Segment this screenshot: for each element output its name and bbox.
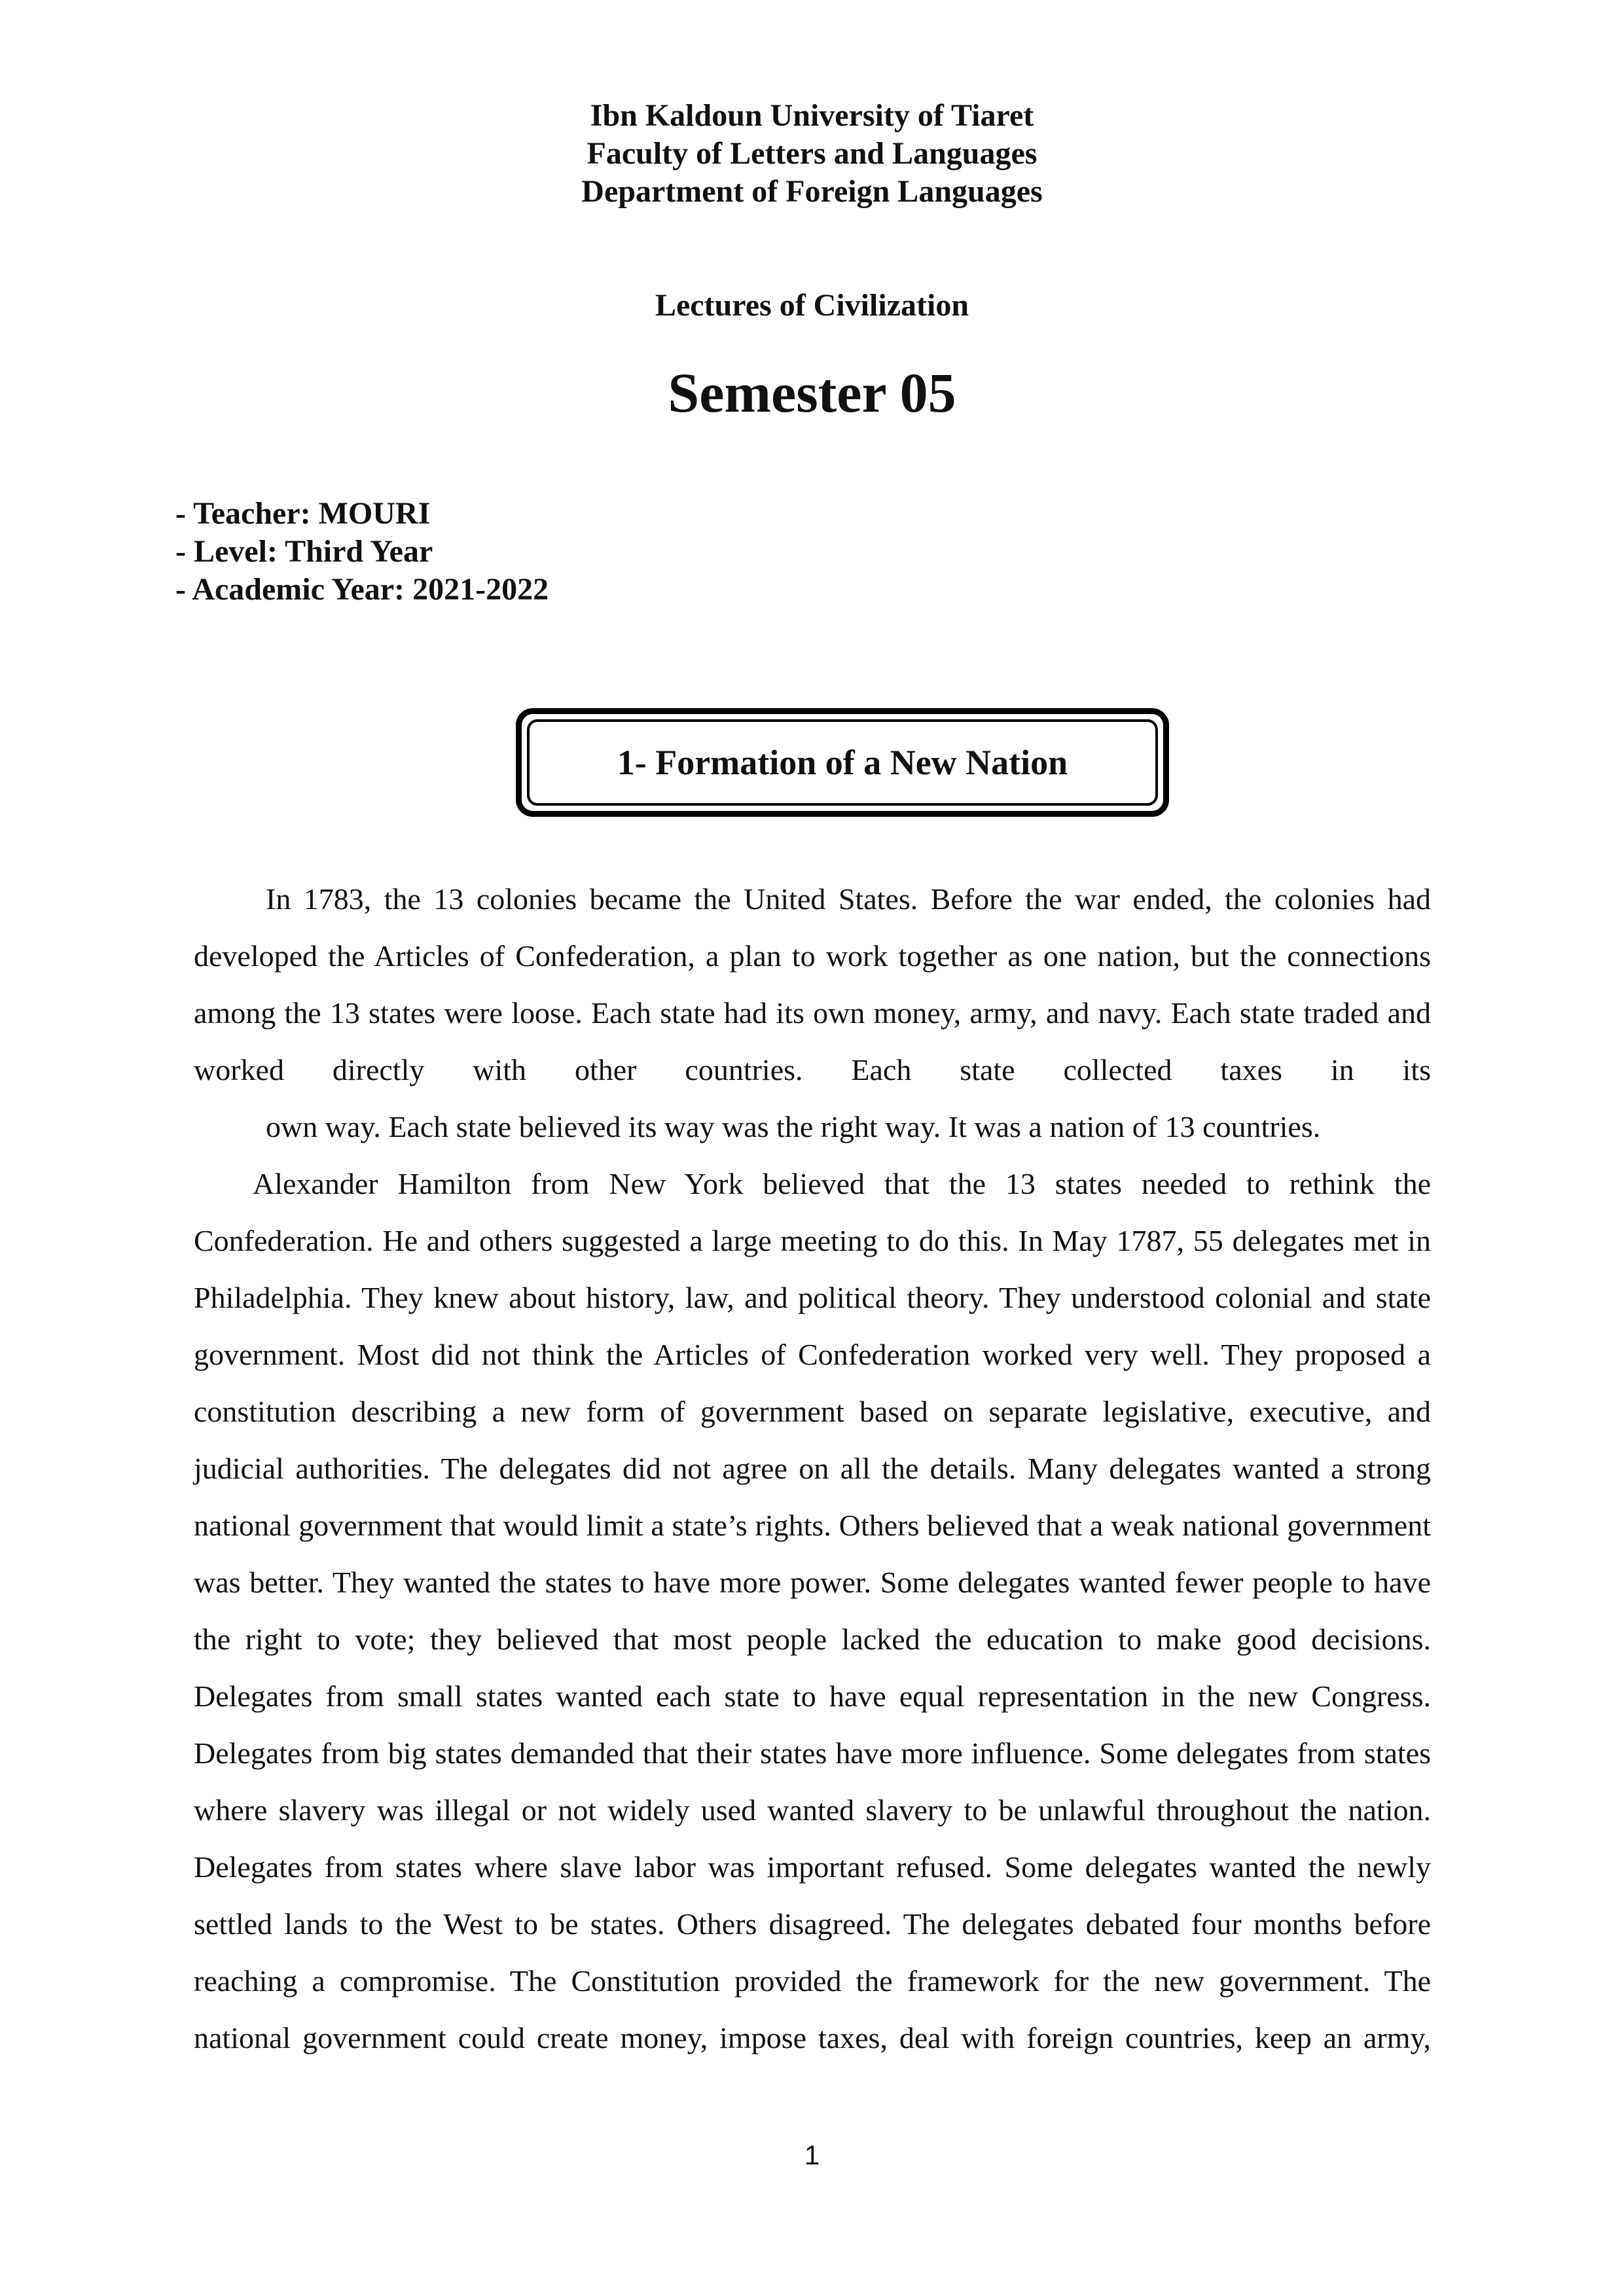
teacher-line: - Teacher: MOURI (175, 496, 431, 531)
paragraph-1-last-line: own way. Each state believed its way was the right way. It was a nation of 13 countries. (266, 1110, 1321, 1143)
paragraph-2: Alexander Hamilton from New York believed that the 13 states needed to rethink the Confederation. He and others suggested a large meeting to do this. In May 1787, 55 delegates met in Philadelphia. They knew about history, law, and political theory. They understood colonial and state government. Most did not think the Articles of Confederation worked very well. They proposed a constitution describing a new form of government based on separate legislative, executive, and judicial authorities. The delegates did not agree on all the details. Many delegates wanted a strong national government that would limit a state’s rights. Others believed that a weak national government was better. They wanted the states to have more power. Some delegates wanted fewer people to have the right to vote; they believed that most people lacked the education to make good decisions. Delegates from small states wanted each state to have equal representation in the new Congress. Delegates from big states demanded that their states have more influence. Some delegates from states where slavery was illegal or not widely used wanted slavery to be unlawful throughout the nation. Delegates from states where slave labor was important refused. Some delegates wanted the newly settled lands to the West to be states. Others disagreed. The delegates debated four months before reaching a compromise. The Constitution provided the framework for the new government. The national government could create money, impose taxes, deal with foreign countries, keep an army, (194, 1167, 1431, 2054)
section-heading-box (516, 708, 1169, 817)
semester-title: Semester 05 (668, 361, 956, 424)
institution-header (0, 97, 1624, 211)
course-title: Lectures of Civilization (655, 288, 969, 323)
paragraph-1-text: In 1783, the 13 colonies became the United States. Before the war ended, the colonies had developed the Articles of Confederation, a plan to work together as one nation, but the connections among the 13 states were loose. Each state had its own money, army, and navy. Each state traded and worked directly with other countries. Each state collected taxes in its (194, 882, 1431, 1086)
section-heading: 1- Formation of a New Nation (527, 719, 1158, 806)
course-info (175, 495, 549, 609)
paragraph-1 (194, 870, 1431, 1155)
level-line: - Level: Third Year (175, 534, 433, 569)
university-name: Ibn Kaldoun University of Tiaret (590, 98, 1034, 133)
academic-year-line: - Academic Year: 2021-2022 (175, 572, 549, 607)
body-text (194, 870, 1431, 2066)
department-name: Department of Foreign Languages (581, 174, 1043, 209)
faculty-name: Faculty of Letters and Languages (586, 136, 1038, 171)
page-number: 1 (804, 2140, 820, 2170)
